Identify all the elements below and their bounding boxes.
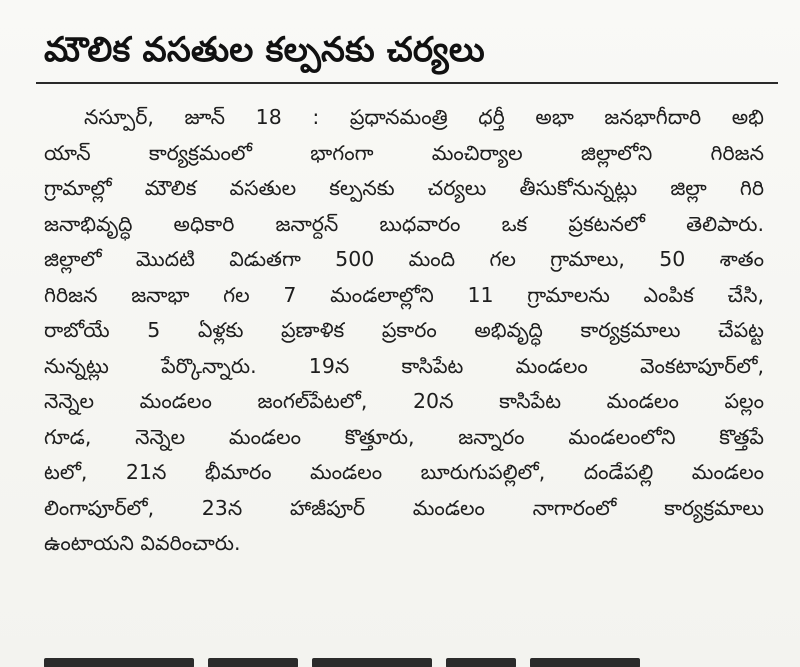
article-line: టలో, 21న భీమారం మండలం బూరుగుపల్లిలో, దండేపల్లి మండలం xyxy=(44,460,764,484)
article-line: నెన్నెల మండలం జంగల్‌పేటలో, 20న కాసిపేట మండలం పల్లం xyxy=(44,389,764,413)
article-line: లింగాపూర్‌లో, 23న హాజీపూర్ మండలం నాగారంలో కార్యక్రమాలు xyxy=(44,495,764,520)
article-line: ఉంటాయని వివరించారు. xyxy=(44,531,241,555)
article-headline: మౌలిక వసతుల కల్పనకు చర్యలు xyxy=(44,30,485,70)
article-line: రాబోయే 5 ఏళ్లకు ప్రణాళిక ప్రకారం అభివృద్ధి కార్యక్రమాలు చేపట్ట xyxy=(44,318,764,342)
article-body xyxy=(44,100,764,562)
article-line: జిల్లాలో మొదటి విడుతగా 500 మంది గల గ్రామాలు, 50 శాతం xyxy=(44,247,764,271)
article-line: జనాభివృద్ధి అధికారి జనార్దన్ బుధవారం ఒక ప్రకటనలో తెలిపారు. xyxy=(44,211,764,236)
article-line: గూడ, నెన్నెల మండలం కొత్తూరు, జన్నారం మండలంలోని కొత్తపే xyxy=(44,424,764,449)
article-line: నస్పూర్, జూన్ 18 : ప్రధానమంత్రి ధర్తీ అభా జనభాగీదారి అభి xyxy=(84,105,764,129)
article-line: గ్రామాల్లో మౌలిక వసతుల కల్పనకు చర్యలు తీసుకోనున్నట్లు జిల్లా గిరి xyxy=(44,176,764,200)
cropped-next-headline xyxy=(44,648,764,667)
article-line: గిరిజన జనాభా గల 7 మండలాల్లోని 11 గ్రామాలను ఎంపిక చేసి, xyxy=(44,282,764,307)
article-line: యాన్ కార్యక్రమంలో భాగంగా మంచిర్యాల జిల్లాలోని గిరిజన xyxy=(44,140,764,165)
headline-rule xyxy=(36,82,778,84)
article-line: నున్నట్లు పేర్కొన్నారు. 19న కాసిపేట మండలం వెంకటాపూర్‌లో, xyxy=(44,353,764,378)
